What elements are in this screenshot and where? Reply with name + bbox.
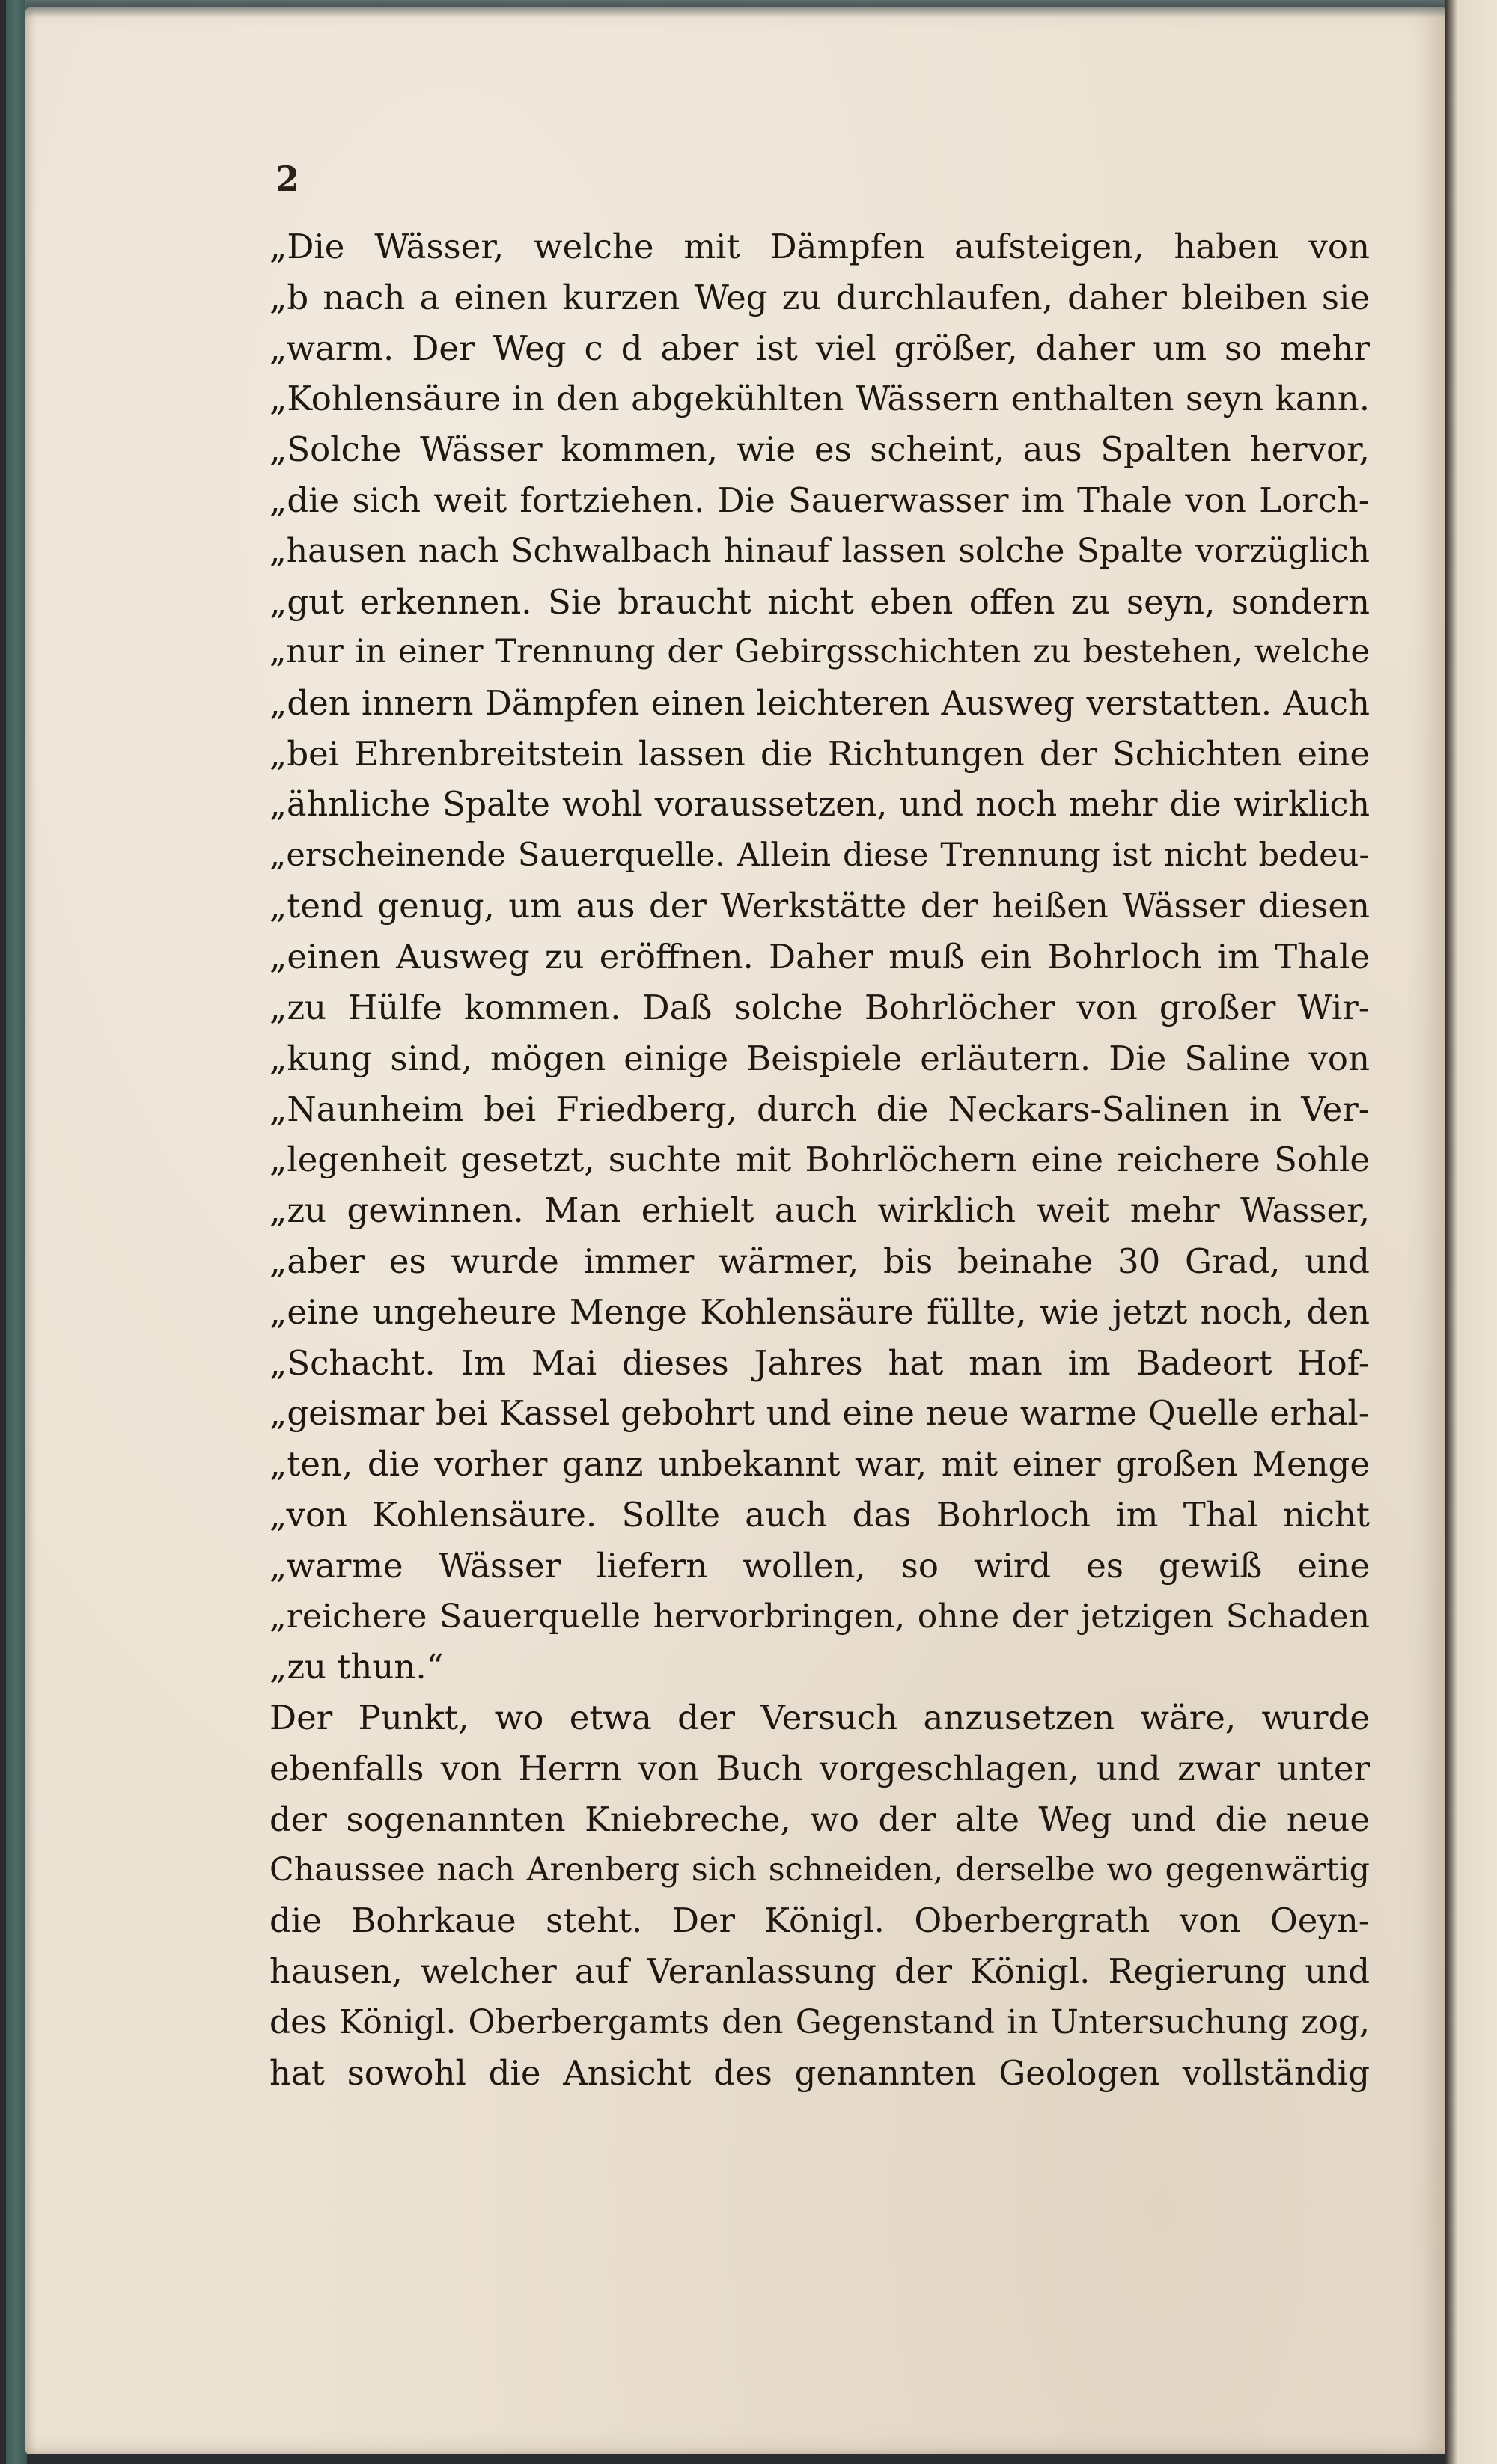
text-line: „gut erkennen. Sie braucht nicht eben offen zu seyn, sondern [269, 581, 1370, 622]
body-text [269, 221, 1370, 2098]
page-top-shadow [25, 0, 1445, 18]
text-line: „zu thun.“ [269, 1647, 444, 1687]
book-cover-edge [6, 0, 27, 2464]
page-number: 2 [275, 159, 300, 199]
text-line: hausen, welcher auf Veranlassung der Königl. Regierung und [269, 1951, 1370, 1992]
text-line: „legenheit gesetzt, suchte mit Bohrlöchern eine reichere Sohle [269, 1140, 1370, 1180]
text-line: „Schacht. Im Mai dieses Jahres hat man im Badeort Hof- [269, 1342, 1370, 1383]
text-line: Der Punkt, wo etwa der Versuch anzusetzen wäre, wurde [269, 1698, 1370, 1738]
text-line: „ähnliche Spalte wohl voraussetzen, und noch mehr die wirklich [269, 785, 1370, 824]
adjacent-page-edge [1445, 0, 1497, 2464]
text-line: „warm. Der Weg c d aber ist viel größer, daher um so mehr [269, 328, 1370, 368]
text-line: „nur in einer Trennung der Gebirgsschichten zu bestehen, welche [269, 633, 1370, 671]
text-line: „warme Wässer liefern wollen, so wird es gewiß eine [269, 1545, 1370, 1586]
text-line: ebenfalls von Herrn von Buch vorgeschlagen, und zwar unter [269, 1748, 1370, 1788]
text-line: „hausen nach Schwalbach hinauf lassen solche Spalte vorzüglich [269, 531, 1370, 570]
text-line: „Naunheim bei Friedberg, durch die Neckars-Salinen in Ver- [269, 1089, 1370, 1129]
text-line: „erscheinende Sauerquelle. Allein diese Trennung ist nicht bedeu- [269, 836, 1370, 874]
text-line: „die sich weit fortziehen. Die Sauerwasser im Thale von Lorch- [269, 480, 1370, 520]
text-line: „zu Hülfe kommen. Daß solche Bohrlöcher von großer Wir- [269, 987, 1370, 1027]
text-line: „b nach a einen kurzen Weg zu durchlaufen, daher bleiben sie [269, 277, 1370, 317]
text-line: „eine ungeheure Menge Kohlensäure füllte, wie jetzt noch, den [269, 1291, 1370, 1332]
text-line: „einen Ausweg zu eröffnen. Daher muß ein Bohrloch im Thale [269, 937, 1370, 977]
text-line: „Solche Wässer kommen, wie es scheint, aus Spalten hervor, [269, 429, 1370, 470]
text-line: „ten, die vorher ganz unbekannt war, mit einer großen Menge [269, 1444, 1370, 1485]
text-line: „von Kohlensäure. Sollte auch das Bohrloch im Thal nicht [269, 1494, 1370, 1535]
text-line: „geismar bei Kassel gebohrt und eine neue warme Quelle erhal- [269, 1393, 1370, 1434]
text-line: hat sowohl die Ansicht des genannten Geologen vollständig [269, 2052, 1370, 2093]
text-line: des Königl. Oberbergamts den Gegenstand in Untersuchung zog, [269, 2002, 1370, 2041]
text-line: „Kohlensäure in den abgekühlten Wässern enthalten seyn kann. [269, 379, 1370, 419]
text-line: die Bohrkaue steht. Der Königl. Oberbergrath von Oeyn- [269, 1901, 1370, 1941]
text-line: Chaussee nach Arenberg sich schneiden, derselbe wo gegenwärtig [269, 1850, 1370, 1889]
text-line: „aber es wurde immer wärmer, bis beinahe 30 Grad, und [269, 1241, 1370, 1281]
text-line: „tend genug, um aus der Werkstätte der heißen Wässer diesen [269, 886, 1370, 926]
text-line: „Die Wässer, welche mit Dämpfen aufsteigen, haben von [269, 227, 1370, 266]
text-line: der sogenannten Kniebreche, wo der alte Weg und die neue [269, 1799, 1370, 1839]
text-line: „bei Ehrenbreitstein lassen die Richtungen der Schichten eine [269, 733, 1370, 774]
text-line: „reichere Sauerquelle hervorbringen, ohne der jetzigen Schaden [269, 1597, 1370, 1636]
text-line: „kung sind, mögen einige Beispiele erläutern. Die Saline von [269, 1038, 1370, 1078]
text-line: „den innern Dämpfen einen leichteren Ausweg verstatten. Auch [269, 683, 1370, 724]
text-line: „zu gewinnen. Man erhielt auch wirklich weit mehr Wasser, [269, 1190, 1370, 1231]
